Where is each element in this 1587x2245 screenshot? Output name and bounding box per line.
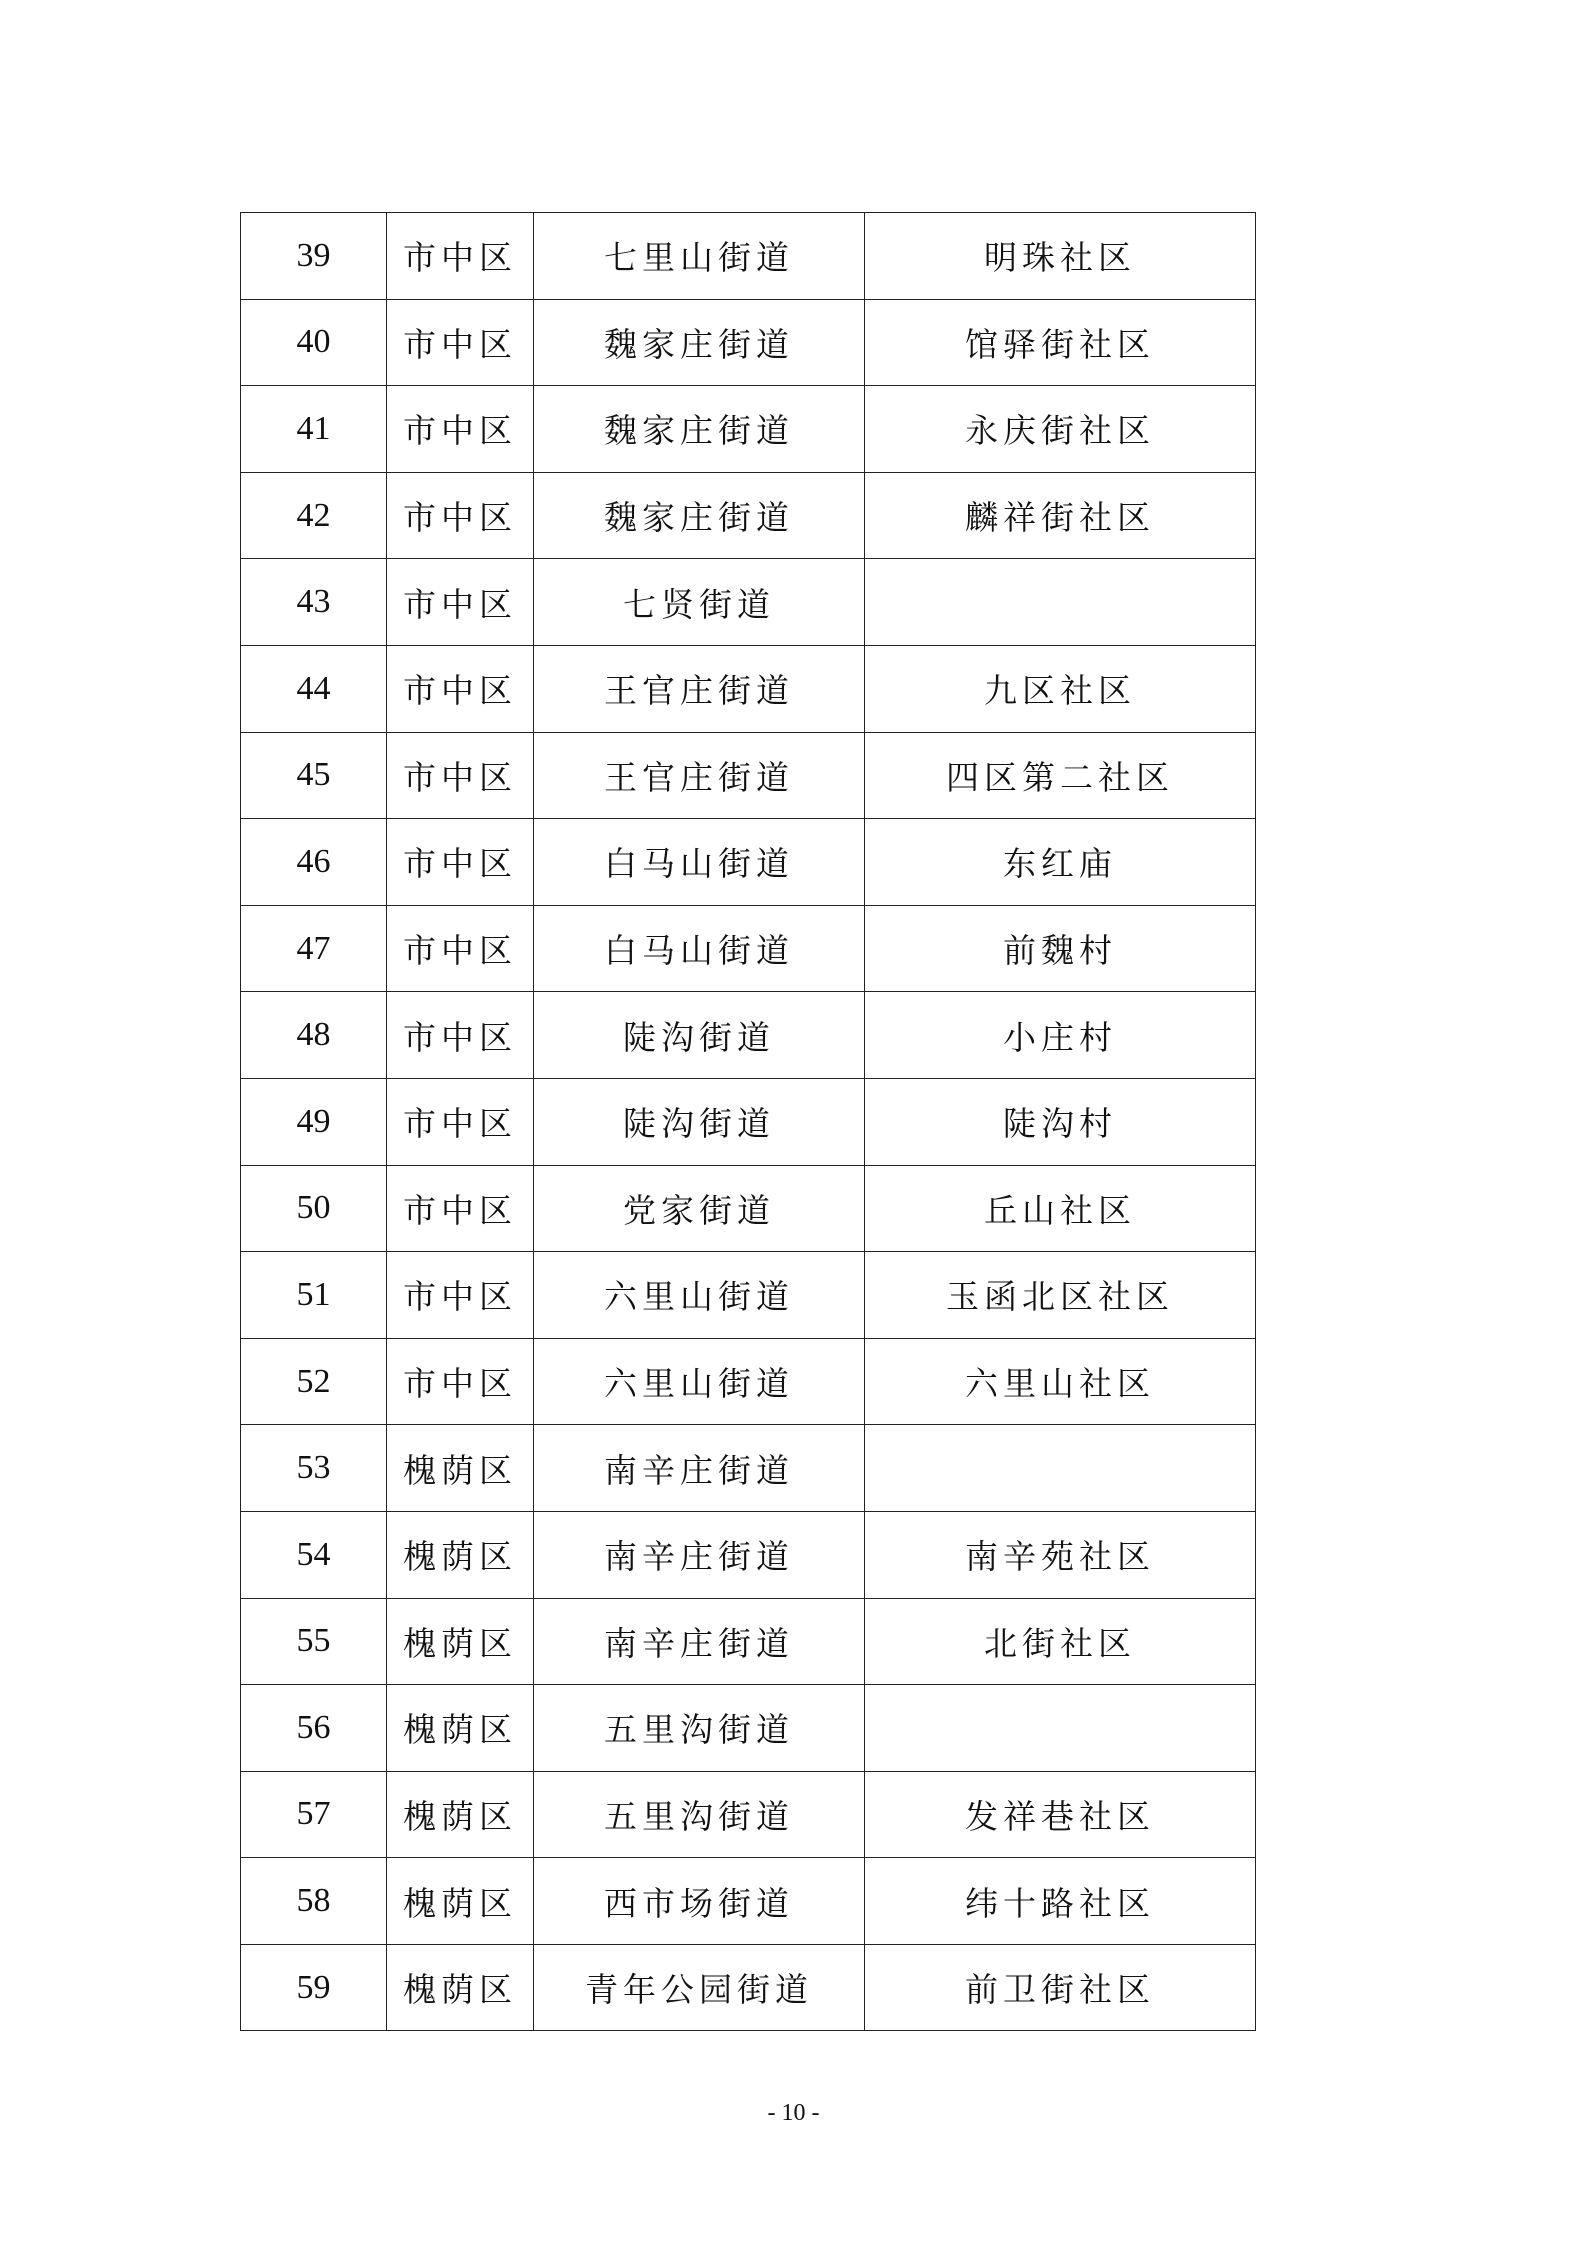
community-cell: 前魏村 [865,905,1256,992]
district-cell: 市中区 [387,645,534,732]
community-cell [865,1685,1256,1772]
district-cell: 市中区 [387,819,534,906]
community-table [240,212,1256,2031]
table-row [241,1771,1256,1858]
street-cell: 七里山街道 [534,213,865,300]
community-cell: 前卫街社区 [865,1944,1256,2031]
community-cell: 小庄村 [865,992,1256,1079]
district-cell: 槐荫区 [387,1858,534,1945]
district-cell: 市中区 [387,1165,534,1252]
row-number-cell: 45 [241,732,387,819]
community-cell: 九区社区 [865,645,1256,732]
district-cell: 槐荫区 [387,1685,534,1772]
table-row [241,472,1256,559]
community-cell: 南辛苑社区 [865,1511,1256,1598]
row-number-cell: 43 [241,559,387,646]
community-cell: 陡沟村 [865,1078,1256,1165]
table-body [241,213,1256,2031]
row-number-cell: 49 [241,1078,387,1165]
table-row [241,905,1256,992]
district-cell: 市中区 [387,299,534,386]
district-cell: 市中区 [387,386,534,473]
community-cell [865,559,1256,646]
table-row [241,1078,1256,1165]
community-cell: 馆驿街社区 [865,299,1256,386]
street-cell: 白马山街道 [534,819,865,906]
row-number-cell: 47 [241,905,387,992]
table-row [241,819,1256,906]
street-cell: 南辛庄街道 [534,1511,865,1598]
row-number-cell: 54 [241,1511,387,1598]
street-cell: 王官庄街道 [534,645,865,732]
table-row [241,386,1256,473]
street-cell: 陡沟街道 [534,1078,865,1165]
street-cell: 魏家庄街道 [534,386,865,473]
street-cell: 青年公园街道 [534,1944,865,2031]
district-cell: 槐荫区 [387,1425,534,1512]
district-cell: 市中区 [387,905,534,992]
table-row [241,1944,1256,2031]
table-row [241,299,1256,386]
row-number-cell: 40 [241,299,387,386]
table-row [241,1858,1256,1945]
district-cell: 槐荫区 [387,1771,534,1858]
row-number-cell: 46 [241,819,387,906]
row-number-cell: 42 [241,472,387,559]
table-row [241,732,1256,819]
district-cell: 槐荫区 [387,1598,534,1685]
row-number-cell: 56 [241,1685,387,1772]
street-cell: 七贤街道 [534,559,865,646]
community-cell [865,1425,1256,1512]
community-cell: 东红庙 [865,819,1256,906]
row-number-cell: 59 [241,1944,387,2031]
street-cell: 六里山街道 [534,1338,865,1425]
table-row [241,992,1256,1079]
table-row [241,559,1256,646]
table-row [241,645,1256,732]
community-cell: 纬十路社区 [865,1858,1256,1945]
district-cell: 市中区 [387,213,534,300]
row-number-cell: 55 [241,1598,387,1685]
community-cell: 六里山社区 [865,1338,1256,1425]
row-number-cell: 50 [241,1165,387,1252]
street-cell: 五里沟街道 [534,1685,865,1772]
district-cell: 市中区 [387,559,534,646]
district-cell: 市中区 [387,1338,534,1425]
table-row [241,1685,1256,1772]
table-row [241,213,1256,300]
row-number-cell: 48 [241,992,387,1079]
street-cell: 魏家庄街道 [534,472,865,559]
district-cell: 市中区 [387,992,534,1079]
community-cell: 永庆街社区 [865,386,1256,473]
community-cell: 明珠社区 [865,213,1256,300]
street-cell: 陡沟街道 [534,992,865,1079]
table-row [241,1338,1256,1425]
community-cell: 四区第二社区 [865,732,1256,819]
community-cell: 丘山社区 [865,1165,1256,1252]
street-cell: 王官庄街道 [534,732,865,819]
row-number-cell: 39 [241,213,387,300]
community-cell: 发祥巷社区 [865,1771,1256,1858]
row-number-cell: 52 [241,1338,387,1425]
table-row [241,1511,1256,1598]
row-number-cell: 51 [241,1252,387,1339]
district-cell: 市中区 [387,1078,534,1165]
street-cell: 党家街道 [534,1165,865,1252]
table-row [241,1165,1256,1252]
district-cell: 市中区 [387,732,534,819]
district-cell: 市中区 [387,472,534,559]
community-cell: 麟祥街社区 [865,472,1256,559]
row-number-cell: 44 [241,645,387,732]
street-cell: 西市场街道 [534,1858,865,1945]
street-cell: 白马山街道 [534,905,865,992]
district-cell: 槐荫区 [387,1944,534,2031]
district-cell: 槐荫区 [387,1511,534,1598]
community-cell: 玉函北区社区 [865,1252,1256,1339]
district-cell: 市中区 [387,1252,534,1339]
table-row [241,1598,1256,1685]
row-number-cell: 57 [241,1771,387,1858]
street-cell: 南辛庄街道 [534,1598,865,1685]
page-number: - 10 - [767,2100,820,2126]
street-cell: 魏家庄街道 [534,299,865,386]
row-number-cell: 41 [241,386,387,473]
row-number-cell: 58 [241,1858,387,1945]
community-cell: 北街社区 [865,1598,1256,1685]
street-cell: 六里山街道 [534,1252,865,1339]
street-cell: 五里沟街道 [534,1771,865,1858]
table-row [241,1425,1256,1512]
street-cell: 南辛庄街道 [534,1425,865,1512]
table-row [241,1252,1256,1339]
row-number-cell: 53 [241,1425,387,1512]
